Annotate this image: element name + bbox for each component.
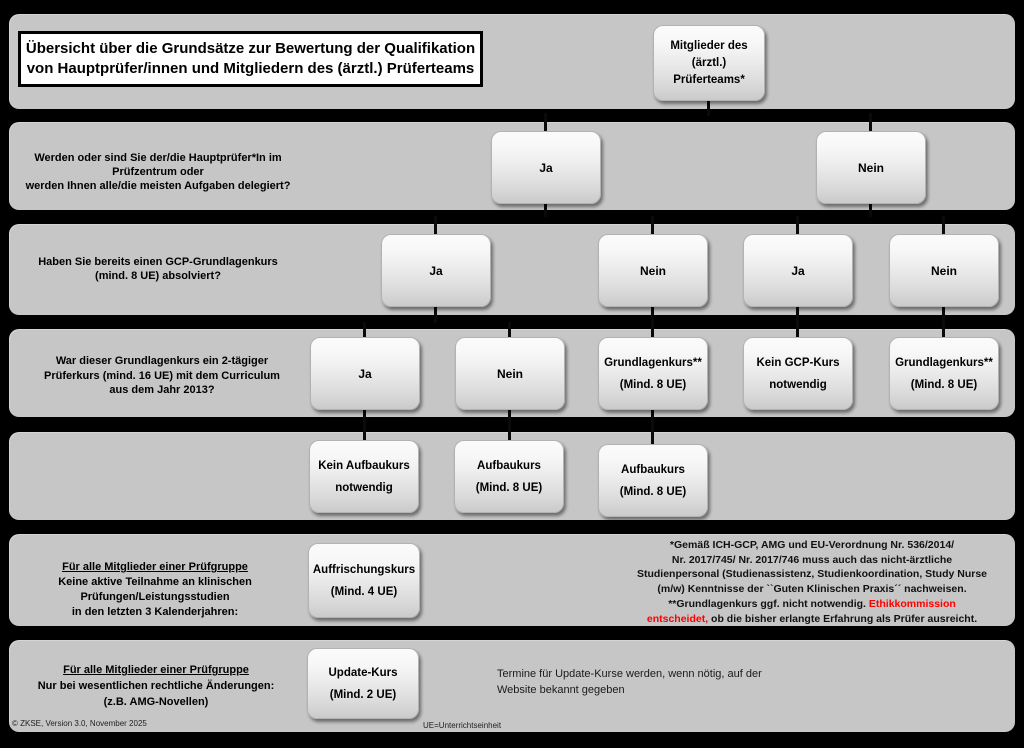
update-schedule-note — [497, 667, 767, 698]
update-schedule-note-line1: Termine für Update-Kurse werden, wenn nötig, auf der — [497, 668, 762, 680]
question-curriculum-line3: aus dem Jahr 2013? — [109, 384, 215, 396]
section-refresher-line3: in den letzten 3 Kalenderjahren: — [71, 606, 239, 618]
connector-grundlagenkurs-to-aufbaukurs — [651, 409, 654, 444]
footnote-line5-black: **Grundlagenkurs ggf. nicht notwendig. — [668, 597, 869, 610]
node-gcp-nein-2 — [889, 234, 999, 307]
section-refresher-text — [5, 560, 305, 620]
section-refresher-heading: Für alle Mitglieder einer Prüfgruppe — [62, 561, 248, 573]
connector-to-ja-delegation — [544, 113, 547, 131]
node-kein-gcp-kurs — [743, 337, 853, 410]
connector-to-ja-gcp-1 — [434, 216, 437, 234]
node-aufbaukurs-1-line2: (Mind. 8 UE) — [475, 481, 543, 494]
footnote-line4: (m/w) Kenntnisse der ``Guten Klinischen Praxis´´ nachweisen. — [657, 583, 967, 596]
connector-nein-delegation-down — [869, 203, 872, 217]
diagram-title-line2: von Hauptprüfer/innen und Mitgliedern des (ärztl.) Prüferteams — [26, 60, 475, 77]
node-curriculum-ja — [310, 337, 420, 410]
connector-nein-gcp-1-to-grundlagenkurs — [651, 306, 654, 337]
footnote-line2: Nr. 2017/745/ Nr. 2017/746 muss auch das nicht-ärztliche — [671, 553, 953, 566]
node-delegation-nein-label: Nein — [857, 160, 884, 175]
node-delegation-nein — [816, 131, 926, 204]
connector-ja-gcp-1-down — [434, 306, 437, 323]
ue-legend-text: UE=Unterrichtseinheit — [423, 721, 502, 730]
footnote-line3: Studienpersonal (Studienassistenz, Studienkoordination, Study Nurse — [636, 568, 988, 581]
connector-to-ja-gcp-2 — [796, 216, 799, 234]
node-grundlagenkurs-1 — [598, 337, 708, 410]
question-gcp-line2: (mind. 8 UE) absolviert? — [95, 270, 221, 282]
node-kein-gcp-kurs-line1: Kein GCP-Kurs — [756, 356, 840, 369]
node-curriculum-nein — [455, 337, 565, 410]
node-kein-aufbaukurs — [309, 440, 419, 513]
connector-root-down — [707, 100, 710, 116]
connector-ja-curriculum-to-kein-aufbaukurs — [363, 409, 366, 440]
node-gcp-nein-1-label: Nein — [639, 263, 666, 278]
update-schedule-note-line2: Website bekannt gegeben — [497, 683, 625, 696]
node-gcp-nein-1 — [598, 234, 708, 307]
question-curriculum-line1: War dieser Grundlagenkurs ein 2-tägiger — [55, 355, 269, 367]
footnote-line6-red: entscheidet, — [646, 612, 709, 625]
node-aufbaukurs-1 — [454, 440, 564, 513]
diagram-title — [18, 31, 483, 87]
node-aufbaukurs-2-line2: (Mind. 8 UE) — [619, 485, 687, 498]
connector-ja-gcp-2-to-kein-gcp — [796, 306, 799, 337]
node-grundlagenkurs-2 — [889, 337, 999, 410]
node-root-prueferteam — [653, 25, 765, 101]
node-grundlagenkurs-1-line1: Grundlagenkurs** — [604, 356, 702, 369]
node-delegation-ja-label: Ja — [539, 160, 553, 175]
connector-nein-gcp-2-to-grundlagenkurs — [942, 306, 945, 337]
node-update-kurs — [307, 648, 419, 719]
node-kein-aufbaukurs-line2: notwendig — [335, 481, 393, 494]
node-aufbaukurs-2 — [598, 444, 708, 517]
question-delegation-line1: Werden oder sind Sie der/die Hauptprüfer*In im Prüfzentrum oder — [34, 152, 282, 178]
footnote-line6-black: ob die bisher erlangte Erfahrung als Prüfer ausreicht. — [708, 612, 978, 625]
node-auffrischungskurs-line2: (Mind. 4 UE) — [330, 585, 398, 598]
connector-to-ja-curriculum — [363, 322, 366, 337]
node-aufbaukurs-1-line1: Aufbaukurs — [477, 459, 541, 472]
connector-to-nein-curriculum — [508, 322, 511, 337]
section-refresher-line2: Keine aktive Teilnahme an klinischen Prüfungen/Leistungsstudien — [58, 576, 252, 603]
node-gcp-nein-2-label: Nein — [930, 263, 957, 278]
node-update-kurs-line1: Update-Kurs — [328, 666, 398, 679]
footnote-line5 — [612, 597, 1012, 612]
footnote-line6 — [612, 612, 1012, 627]
copyright-version-text: © ZKSE, Version 3.0, November 2025 — [12, 719, 147, 728]
node-gcp-ja-1-label: Ja — [429, 263, 443, 278]
node-root-line2: (ärztl.) — [691, 56, 727, 69]
diagram-title-line1: Übersicht über die Grundsätze zur Bewertung der Qualifikation — [25, 40, 476, 57]
section-update-heading: Für alle Mitglieder einer Prüfgruppe — [63, 664, 249, 676]
question-gcp-line1: Haben Sie bereits einen GCP-Grundlagenkurs — [38, 256, 278, 268]
footnote-line5-red: Ethikkommission — [868, 597, 956, 610]
node-curriculum-nein-label: Nein — [496, 366, 523, 381]
node-kein-aufbaukurs-line1: Kein Aufbaukurs — [318, 459, 410, 472]
footnote-line1: *Gemäß ICH-GCP, AMG und EU-Verordnung Nr. 536/2014/ — [669, 539, 955, 551]
node-auffrischungskurs — [308, 543, 420, 618]
question-curriculum — [14, 354, 310, 398]
node-update-kurs-line2: (Mind. 2 UE) — [329, 688, 397, 701]
question-curriculum-line2: Prüferkurs (mind. 16 UE) mit dem Curriculum — [44, 369, 280, 382]
question-delegation — [10, 151, 306, 193]
question-gcp-kurs — [10, 255, 306, 283]
connector-to-nein-gcp-1 — [651, 216, 654, 234]
node-auffrischungskurs-line1: Auffrischungskurs — [312, 563, 416, 576]
node-curriculum-ja-label: Ja — [358, 366, 372, 381]
section-update-line3: (z.B. AMG-Novellen) — [103, 696, 209, 708]
node-root-line1: Mitglieder des — [670, 39, 748, 52]
question-delegation-line2: werden Ihnen alle/die meisten Aufgaben delegiert? — [25, 180, 291, 192]
node-grundlagenkurs-1-line2: (Mind. 8 UE) — [619, 378, 687, 391]
node-grundlagenkurs-2-line1: Grundlagenkurs** — [895, 356, 993, 369]
connector-to-nein-delegation — [869, 113, 872, 131]
node-gcp-ja-2 — [743, 234, 853, 307]
node-gcp-ja-2-label: Ja — [791, 263, 805, 278]
connector-ja-delegation-down — [544, 203, 547, 217]
node-aufbaukurs-2-line1: Aufbaukurs — [621, 463, 685, 476]
section-update-text — [10, 662, 302, 710]
node-kein-gcp-kurs-line2: notwendig — [769, 378, 827, 391]
node-grundlagenkurs-2-line2: (Mind. 8 UE) — [910, 378, 978, 391]
connector-nein-curriculum-to-aufbaukurs — [508, 409, 511, 440]
node-root-line3: Prüferteams* — [673, 73, 745, 86]
footnote-text — [612, 538, 1012, 626]
node-gcp-ja-1 — [381, 234, 491, 307]
node-delegation-ja — [491, 131, 601, 204]
section-update-line2: Nur bei wesentlichen rechtliche Änderungen: — [37, 680, 275, 692]
connector-to-nein-gcp-2 — [942, 216, 945, 234]
